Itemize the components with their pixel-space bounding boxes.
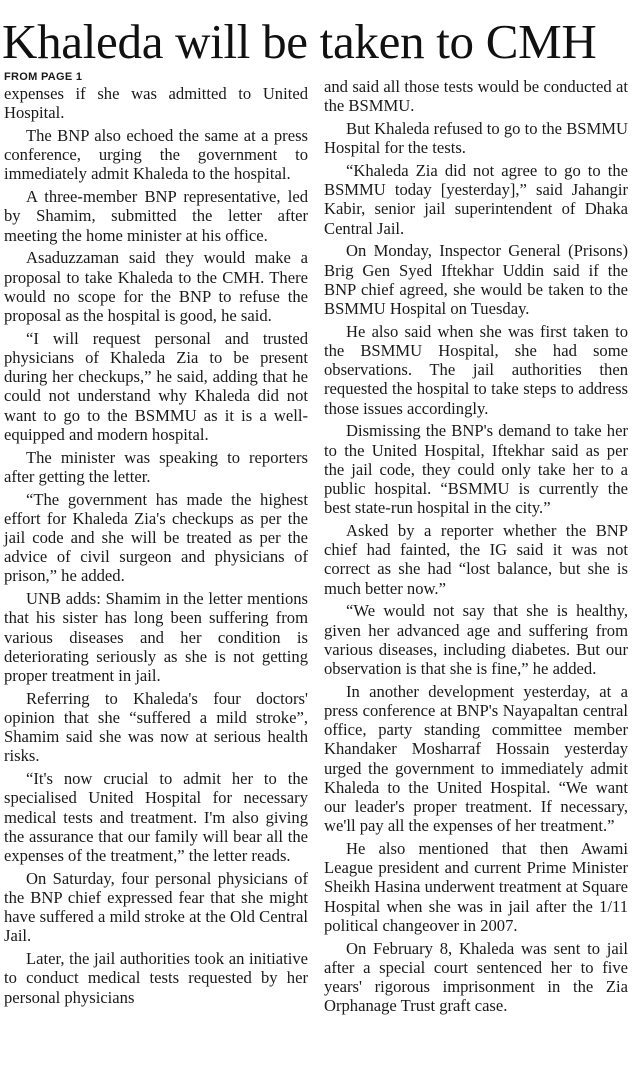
- paragraph: “It's now crucial to admit her to the specialised United Hospital for necessary medical tests and treatment. I'm also giving the assurance that our family will bear all the expenses of the treatment,” the letter reads.: [4, 769, 308, 866]
- headline: Khaleda will be taken to CMH: [2, 14, 597, 69]
- paragraph: He also said when she was first taken to the BSMMU Hospital, she had some observations. The jail authorities then requested the hospital to take steps to address those issues accordingly.: [324, 321, 628, 418]
- paragraph: The minister was speaking to reporters after getting the letter.: [4, 447, 308, 486]
- paragraph: “We would not say that she is healthy, given her advanced age and suffering from various diseases, including diabetes. But our observation is that she is fine,” he added.: [324, 601, 628, 679]
- paragraph: Asaduzzaman said they would make a proposal to take Khaleda to the CMH. There would no scope for the BNP to refuse the proposal as the hospital is good, he said.: [4, 248, 308, 326]
- paragraph: He also mentioned that then Awami League president and current Prime Minister Sheikh Hasina underwent treatment at Square Hospital when she was in jail after the 1/11 political changeover in 2007.: [324, 839, 628, 935]
- paragraph: On February 8, Khaleda was sent to jail after a special court sentenced her to five years' rigorous imprisonment in the Zia Orphanage Trust graft case.: [324, 938, 628, 1016]
- paragraph: Referring to Khaleda's four doctors' opinion that she “suffered a mild stroke”, Shamim said she was now at serious health risks.: [4, 688, 308, 766]
- paragraph: UNB adds: Shamim in the letter mentions that his sister has long been suffering from various diseases and her condition is deteriorating seriously as she is not getting proper treatment in jail.: [4, 589, 308, 686]
- paragraph: “Khaleda Zia did not agree to go to the BSMMU today [yesterday],” said Jahangir Kabir, senior jail superintendent of Dhaka Central Jail.: [324, 161, 628, 238]
- paragraph: A three-member BNP representative, led by Shamim, submitted the letter after meeting the home minister at his office.: [4, 187, 308, 245]
- right-column: [324, 77, 628, 1019]
- paragraph: In another development yesterday, at a press conference at BNP's Nayapaltan central office, party standing committee member Khandaker Mosharraf Hossain yesterday urged the government to immediately admit Khaleda to the United Hospital. “We want our leader's proper treatment. If necessary, we'll pay all the expenses of her treatment.”: [324, 681, 628, 836]
- jump-line: FROM PAGE 1: [4, 71, 83, 83]
- paragraph: The BNP also echoed the same at a press conference, urging the government to immediately admit Khaleda to the hospital.: [4, 126, 308, 184]
- paragraph: Later, the jail authorities took an initiative to conduct medical tests requested by her personal physicians: [4, 949, 308, 1007]
- paragraph: On Monday, Inspector General (Prisons) Brig Gen Syed Iftekhar Uddin said if the BNP chief agreed, she would be taken to the BSMMU Hospital on Tuesday.: [324, 241, 628, 319]
- paragraph: Asked by a reporter whether the BNP chief had fainted, the IG said it was not correct as she had “lost balance, but she is much better now.”: [324, 521, 628, 598]
- paragraph: “I will request personal and trusted physicians of Khaleda Zia to be present during her checkups,” he said, adding that he could not understand why Khaleda did not want to go to the BSMMU as it is a well-equipped and modern hospital.: [4, 328, 308, 444]
- left-column: [4, 70, 308, 1010]
- paragraph: expenses if she was admitted to United Hospital.: [4, 84, 308, 123]
- paragraph: Dismissing the BNP's demand to take her to the United Hospital, Iftekhar said as per the jail code, they could only take her to a public hospital. “BSMMU is currently the best state-run hospital in the city.”: [324, 421, 628, 518]
- paragraph: and said all those tests would be conducted at the BSMMU.: [324, 77, 628, 116]
- paragraph: But Khaleda refused to go to the BSMMU Hospital for the tests.: [324, 119, 628, 158]
- paragraph: On Saturday, four personal physicians of the BNP chief expressed fear that she might have suffered a mild stroke at the Old Central Jail.: [4, 868, 308, 946]
- paragraph: “The government has made the highest effort for Khaleda Zia's checkups as per the jail code and she will be treated as per the advice of civil surgeon and physicians of prison,” he added.: [4, 489, 308, 586]
